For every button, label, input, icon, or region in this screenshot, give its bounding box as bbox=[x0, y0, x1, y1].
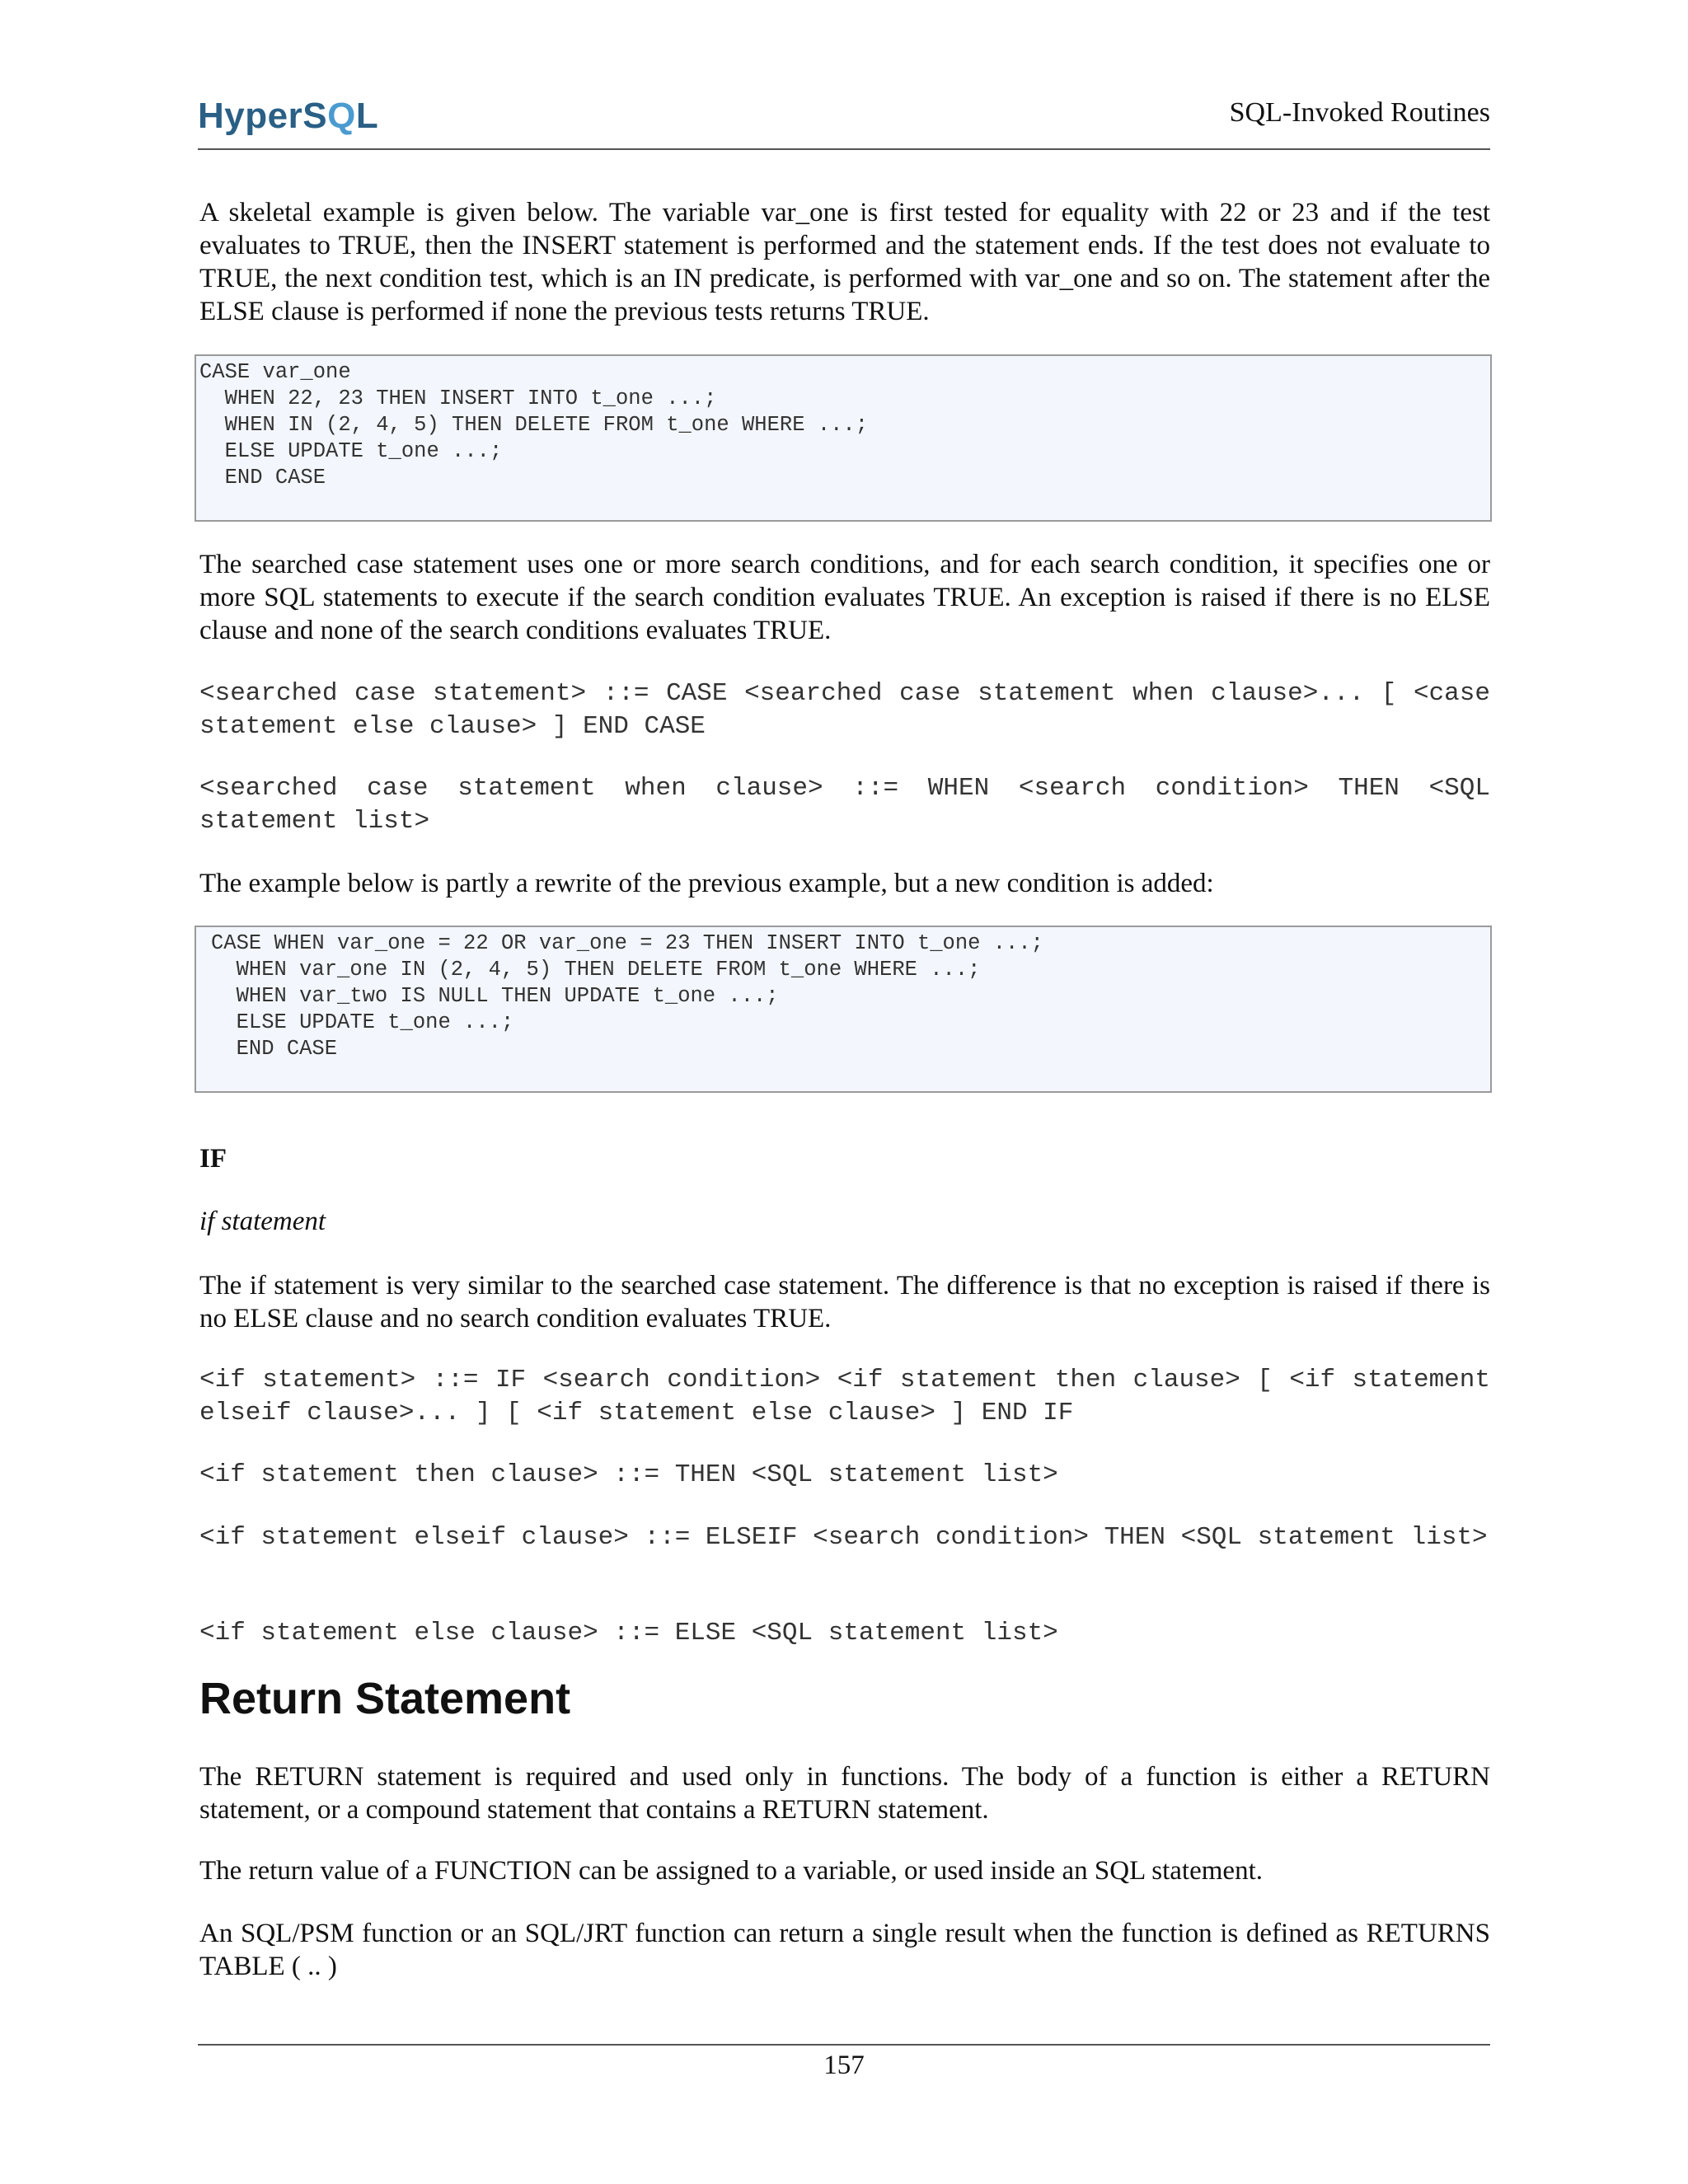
grammar-searched-case-when-clause: <searched case statement when clause> ::= WHEN <search condition> THEN <SQL statement list> bbox=[199, 774, 1490, 836]
paragraph-if-statement: The if statement is very similar to the searched case statement. The difference is that no exception is raised if there is no ELSE clause and no search condition evaluates TRUE. bbox=[199, 1271, 1490, 1333]
logo-text-part: HyperS bbox=[198, 96, 328, 136]
heading-if: IF bbox=[199, 1144, 227, 1174]
subheading-if-statement: if statement bbox=[199, 1207, 326, 1236]
logo-text-part: L bbox=[355, 96, 379, 136]
heading-return-statement: Return Statement bbox=[199, 1674, 571, 1723]
page-header bbox=[198, 92, 1490, 150]
page-number: 157 bbox=[823, 2050, 865, 2080]
footer-divider bbox=[198, 2044, 1490, 2046]
code-listing: CASE WHEN var_one = 22 OR var_one = 23 THEN INSERT INTO t_one ...; WHEN var_one IN (2, 4, 5) THEN DELETE FROM t_one WHERE ...; WHEN var_two IS NULL THEN UPDATE t_one ...; ELSE UPDATE t_one ...; END CASE bbox=[211, 931, 1043, 1061]
grammar-if-then-clause: <if statement then clause> ::= THEN <SQL statement list> bbox=[199, 1460, 1058, 1489]
code-example-case bbox=[195, 354, 1492, 522]
paragraph-return-value: The return value of a FUNCTION can be assigned to a variable, or used inside an SQL statement. bbox=[199, 1856, 1263, 1886]
paragraph-skeletal-example: A skeletal example is given below. The variable var_one is first tested for equality with 22 or 23 and if the test evaluates to TRUE, then the INSERT statement is performed and the statement ends. If the test does not evaluate to TRUE, the next condition test, which is an IN predicate, is performed with var_one and so on. The statement after the ELSE clause is performed if none the previous tests returns TRUE. bbox=[199, 198, 1490, 326]
grammar-if-elseif-clause: <if statement elseif clause> ::= ELSEIF <search condition> THEN <SQL statement list> bbox=[199, 1523, 1488, 1552]
paragraph-return-required: The RETURN statement is required and used only in functions. The body of a function is either a RETURN statement, or a compound statement that contains a RETURN statement. bbox=[199, 1762, 1490, 1825]
logo-magnifier-letter: Q bbox=[327, 96, 356, 136]
code-example-searched-case bbox=[195, 926, 1492, 1093]
chapter-title: SQL-Invoked Routines bbox=[1229, 97, 1490, 128]
grammar-if-statement: <if statement> ::= IF <search condition> <if statement then clause> [ <if statement elseif clause>... ] [ <if statement else clause> ] END IF bbox=[199, 1366, 1490, 1427]
grammar-searched-case-statement: <searched case statement> ::= CASE <searched case statement when clause>... [ <case statement else clause> ] END CASE bbox=[199, 679, 1490, 741]
paragraph-searched-case: The searched case statement uses one or more search conditions, and for each search condition, it specifies one or more SQL statements to execute if the search condition evaluates TRUE. An exception is raised if there is no ELSE clause and none of the search conditions evaluates TRUE. bbox=[199, 550, 1490, 645]
code-listing: CASE var_one WHEN 22, 23 THEN INSERT INTO t_one ...; WHEN IN (2, 4, 5) THEN DELETE FROM t_one WHERE ...; ELSE UPDATE t_one ...; END CASE bbox=[199, 360, 869, 490]
paragraph-returns-table: An SQL/PSM function or an SQL/JRT function can return a single result when the function is defined as RETURNS TABLE ( .. ) bbox=[199, 1919, 1490, 1981]
paragraph-rewrite-example: The example below is partly a rewrite of the previous example, but a new condition is added: bbox=[199, 869, 1214, 898]
hypersql-logo bbox=[198, 96, 378, 137]
grammar-if-else-clause: <if statement else clause> ::= ELSE <SQL statement list> bbox=[199, 1619, 1058, 1647]
